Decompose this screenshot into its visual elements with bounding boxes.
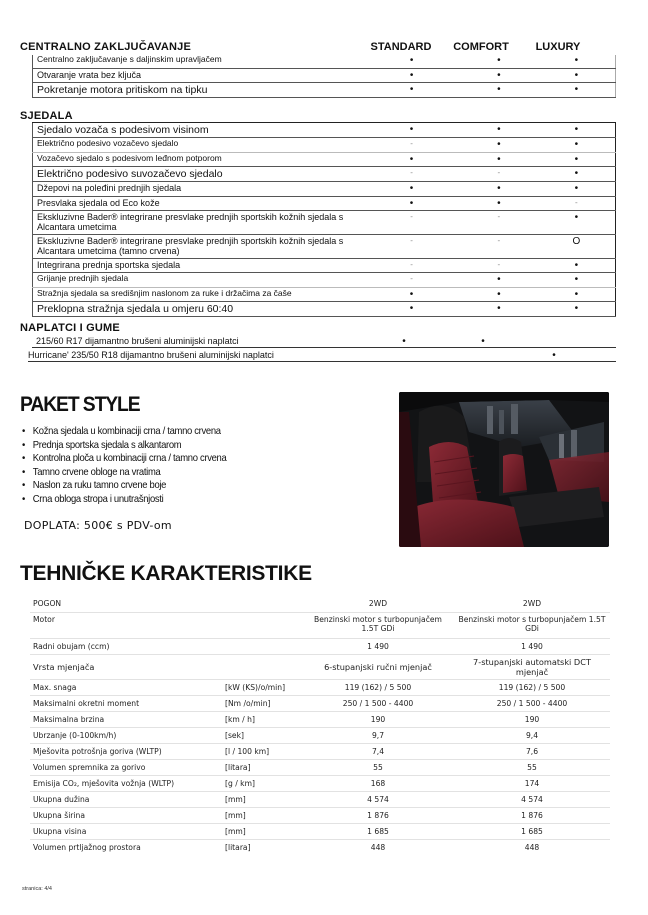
row-label: Hurricane' 235/50 R18 dijamantno brušeni aluminijski naplatci xyxy=(28,350,274,360)
comfort-value: • xyxy=(497,139,501,151)
luxury-value: • xyxy=(574,153,579,165)
standard-value: • xyxy=(409,153,414,165)
section-title-seats: SJEDALA xyxy=(20,110,73,122)
spec-name: Volumen prtljažnog prostora xyxy=(33,842,141,852)
spec-name: Motor xyxy=(30,612,222,638)
spec-value-dct: 190 xyxy=(454,711,610,727)
page-number: stranica: 4/4 xyxy=(22,886,52,892)
standard-value: - xyxy=(410,274,413,283)
bullet-icon: • xyxy=(22,492,25,505)
comfort-value: • xyxy=(497,124,501,135)
standard-value: • xyxy=(409,69,414,81)
spec-value-dct: Benzinski motor s turbopunjačem 1.5T GDi xyxy=(454,612,610,638)
car-interior-illustration xyxy=(399,392,609,547)
comfort-value: • xyxy=(497,55,501,66)
spec-value-manual: 55 xyxy=(302,759,454,775)
spec-value-manual: 250 / 1 500 - 4400 xyxy=(302,695,454,711)
luxury-value: • xyxy=(574,124,579,135)
luxury-value: • xyxy=(574,288,579,300)
list-item-text: Kožna sjedala u kombinaciji crna / tamno crvena xyxy=(32,425,221,437)
standard-value: - xyxy=(410,168,413,178)
comfort-value: • xyxy=(481,336,485,347)
luxury-value: • xyxy=(574,212,579,224)
table-row xyxy=(30,711,610,727)
standard-value: - xyxy=(410,259,413,269)
spec-unit xyxy=(222,638,302,654)
spec-unit: [g / km] xyxy=(222,775,302,791)
spec-name: Radni obujam (ccm) xyxy=(30,638,222,654)
row-label: Otvaranje vrata bez ključa xyxy=(37,69,142,80)
spec-unit: [l / 100 km] xyxy=(222,743,302,759)
row-label: Ekskluzivne Bader® integrirane presvlake prednjih sportskih kožnih sjedala s Alcantara umetcima (tamno crvena) xyxy=(37,235,344,257)
row-label: Džepovi na poleđini prednjih sjedala xyxy=(37,183,182,194)
wheels-table xyxy=(28,334,616,362)
table-row xyxy=(30,727,610,743)
table-row xyxy=(33,287,616,302)
spec-value-dct: 1 490 xyxy=(454,638,610,654)
luxury-value: • xyxy=(574,139,579,151)
spec-value-dct: 1 876 xyxy=(454,807,610,823)
row-label: Sjedalo vozača s podesivom visinom xyxy=(37,124,209,136)
table-row xyxy=(33,234,616,258)
spec-unit: [Nm /o/min] xyxy=(222,695,302,711)
spec-name: Volumen spremnika za gorivo xyxy=(30,759,222,775)
spec-value-manual: 190 xyxy=(302,711,454,727)
spec-name: Maksimalna brzina xyxy=(30,711,222,727)
spec-value-manual: 448 xyxy=(370,842,386,852)
table-row xyxy=(33,123,616,138)
spec-value-manual: 1 490 xyxy=(302,638,454,654)
spec-value-manual: Benzinski motor s turbopunjačem 1.5T GDi xyxy=(302,612,454,638)
standard-value: • xyxy=(409,84,414,95)
comfort-value: • xyxy=(497,84,501,95)
seats-table xyxy=(32,122,616,317)
table-row xyxy=(33,258,616,273)
spec-name: Ukupna dužina xyxy=(30,791,222,807)
standard-value: • xyxy=(409,124,414,135)
spec-value-manual: 119 (162) / 5 500 xyxy=(302,679,454,695)
luxury-value: • xyxy=(552,350,556,361)
table-row xyxy=(33,196,616,211)
tech-specs-table xyxy=(30,596,610,855)
table-row xyxy=(30,807,610,823)
list-item xyxy=(22,466,226,480)
row-label: Pokretanje motora pritiskom na tipku xyxy=(37,84,208,96)
luxury-value: • xyxy=(574,274,579,285)
spec-value-manual: 168 xyxy=(302,775,454,791)
car-interior-image xyxy=(399,392,609,547)
paket-style-title: PAKET STYLE xyxy=(20,393,140,416)
spec-value-manual: 2WD xyxy=(302,596,454,612)
table-row xyxy=(33,182,616,197)
column-header-luxury: LUXURY xyxy=(535,41,581,53)
comfort-value: - xyxy=(497,235,501,245)
list-item-text: Crna obloga stropa i unutrašnjosti xyxy=(32,492,164,505)
spec-name: Ubrzanje (0-100km/h) xyxy=(30,727,222,743)
table-row xyxy=(30,596,610,612)
row-label: 215/60 R17 dijamantno brušeni aluminijski naplatci xyxy=(36,336,239,346)
spec-value-manual: 9,7 xyxy=(302,727,454,743)
comfort-value: - xyxy=(497,212,501,222)
standard-value: • xyxy=(402,336,406,347)
spec-unit xyxy=(222,612,302,638)
list-item xyxy=(22,452,226,466)
table-row xyxy=(30,823,610,839)
comfort-value: • xyxy=(497,303,501,314)
section-title-central-locking: CENTRALNO ZAKLJUČAVANJE xyxy=(20,41,192,53)
table-row xyxy=(33,138,616,153)
table-row xyxy=(33,152,616,167)
luxury-value: - xyxy=(574,197,578,207)
table-row xyxy=(33,273,616,288)
spec-name: Maksimalni okretni moment xyxy=(30,695,222,711)
spec-value-manual: 1 876 xyxy=(302,807,454,823)
table-row xyxy=(30,679,610,695)
spec-value-dct: 1 685 xyxy=(454,823,610,839)
section-title-wheels: NAPLATCI I GUME xyxy=(20,322,120,334)
comfort-value: • xyxy=(497,197,501,209)
tech-specs-title: TEHNIČKE KARAKTERISTIKE xyxy=(20,562,312,585)
list-item xyxy=(22,493,226,507)
table-row xyxy=(30,638,610,654)
spec-unit xyxy=(222,596,302,612)
standard-value: • xyxy=(409,288,414,300)
table-row xyxy=(30,654,610,679)
row-label: Električno podesivo suvozačevo sjedalo xyxy=(37,168,223,181)
table-row xyxy=(33,302,616,317)
table-row xyxy=(32,334,616,348)
spec-name: Mješovita potrošnja goriva (WLTP) xyxy=(30,743,222,759)
spec-value-manual: 6-stupanjski ručni mjenjač xyxy=(302,654,454,679)
spec-value-dct: 4 574 xyxy=(454,791,610,807)
spec-value-manual: 4 574 xyxy=(302,791,454,807)
spec-value-dct: 250 / 1 500 - 4400 xyxy=(454,695,610,711)
spec-unit: [km / h] xyxy=(222,711,302,727)
spec-unit: [mm] xyxy=(222,807,302,823)
spec-unit: [litara] xyxy=(225,842,251,852)
row-label: Ekskluzivne Bader® integrirane presvlake prednjih sportskih kožnih sjedala s Alcantara umetcima xyxy=(37,212,344,233)
table-row xyxy=(30,612,610,638)
spec-unit: [kW (KS)/o/min] xyxy=(222,679,302,695)
luxury-value: • xyxy=(574,259,579,271)
list-item-text: Kontrolna ploča u kombinaciji crna / tamno crvena xyxy=(32,452,227,465)
list-item-text: Prednja sportska sjedala s alkantarom xyxy=(32,438,182,451)
standard-value: • xyxy=(409,55,414,66)
spec-value-dct: 55 xyxy=(454,759,610,775)
comfort-value: • xyxy=(497,288,501,300)
spec-value-dct: 2WD xyxy=(454,596,610,612)
standard-value: • xyxy=(409,303,414,314)
column-header-standard: STANDARD xyxy=(370,41,432,53)
spec-name: Max. snaga xyxy=(30,679,222,695)
spec-unit: [litara] xyxy=(222,759,302,775)
table-row xyxy=(30,759,610,775)
table-row xyxy=(33,55,616,68)
bullet-icon: • xyxy=(22,438,25,451)
paket-style-list xyxy=(22,425,249,507)
standard-value: • xyxy=(409,183,414,195)
standard-value: - xyxy=(410,139,413,149)
luxury-value: • xyxy=(574,183,579,195)
table-row xyxy=(28,348,616,362)
luxury-value: • xyxy=(574,303,579,314)
comfort-value: • xyxy=(497,274,501,285)
table-row xyxy=(33,68,616,83)
bullet-icon: • xyxy=(22,465,25,478)
table-row xyxy=(30,695,610,711)
luxury-value: • xyxy=(574,84,579,95)
spec-name: POGON xyxy=(30,596,222,612)
row-label: Stražnja sjedala sa središnjim naslonom za ruke i držačima za čaše xyxy=(37,287,292,298)
table-row xyxy=(30,775,610,791)
spec-value-dct: 448 xyxy=(524,842,540,852)
spec-value-dct: 9,4 xyxy=(454,727,610,743)
comfort-value: • xyxy=(497,153,501,165)
table-row xyxy=(33,83,616,98)
row-label: Električno podesivo vozačevo sjedalo xyxy=(37,138,179,149)
paket-style-price: DOPLATA: 500€ s PDV-om xyxy=(24,519,172,532)
comfort-value: - xyxy=(497,259,501,269)
spec-value-manual: 1 685 xyxy=(302,823,454,839)
spec-value-dct: 174 xyxy=(454,775,610,791)
spec-value-dct: 7-stupanjski automatski DCT mjenjač xyxy=(454,654,610,679)
spec-unit xyxy=(222,654,302,679)
row-label: Vozačevo sjedalo s podesivom leđnom potporom xyxy=(37,152,222,163)
list-item xyxy=(22,479,226,493)
table-row xyxy=(30,839,610,855)
spec-name: Emisija CO₂, mješovita vožnja (WLTP) xyxy=(30,775,222,791)
spec-unit: [sek] xyxy=(222,727,302,743)
bullet-icon: • xyxy=(22,452,25,465)
row-label: Preklopna stražnja sjedala u omjeru 60:40 xyxy=(37,303,234,315)
column-header-comfort: COMFORT xyxy=(453,41,509,53)
list-item xyxy=(22,425,226,439)
standard-value: - xyxy=(410,212,413,222)
spec-unit: [mm] xyxy=(222,791,302,807)
spec-unit: [mm] xyxy=(222,823,302,839)
row-label: Presvlaka sjedala od Eco kože xyxy=(37,197,160,208)
spec-value-dct: 119 (162) / 5 500 xyxy=(454,679,610,695)
list-item-text: Naslon za ruku tamno crvene boje xyxy=(32,479,167,492)
list-item-text: Tamno crvene obloge na vratima xyxy=(32,465,161,478)
standard-value: • xyxy=(409,197,414,209)
spec-name: Vrsta mjenjača xyxy=(30,654,222,679)
comfort-value: - xyxy=(497,168,501,178)
luxury-value: O xyxy=(572,235,581,247)
comfort-value: • xyxy=(497,69,501,81)
bullet-icon: • xyxy=(22,479,25,492)
luxury-value: • xyxy=(574,55,579,66)
luxury-value: • xyxy=(574,168,579,180)
luxury-value: • xyxy=(574,69,579,81)
comfort-value: • xyxy=(497,183,501,195)
table-row xyxy=(33,211,616,235)
table-row xyxy=(33,167,616,182)
spec-name: Ukupna visina xyxy=(30,823,222,839)
central-locking-table xyxy=(32,55,616,98)
row-label: Grijanje prednjih sjedala xyxy=(37,273,129,283)
spec-value-dct: 7,6 xyxy=(454,743,610,759)
spec-value-manual: 7,4 xyxy=(302,743,454,759)
table-row xyxy=(30,743,610,759)
standard-value: - xyxy=(410,235,413,245)
list-item xyxy=(22,439,226,453)
row-label: Integrirana prednja sportska sjedala xyxy=(37,259,181,270)
table-row xyxy=(30,791,610,807)
bullet-icon: • xyxy=(22,425,25,437)
spec-name: Ukupna širina xyxy=(30,807,222,823)
row-label: Centralno zaključavanje s daljinskim upravljačem xyxy=(37,54,222,64)
